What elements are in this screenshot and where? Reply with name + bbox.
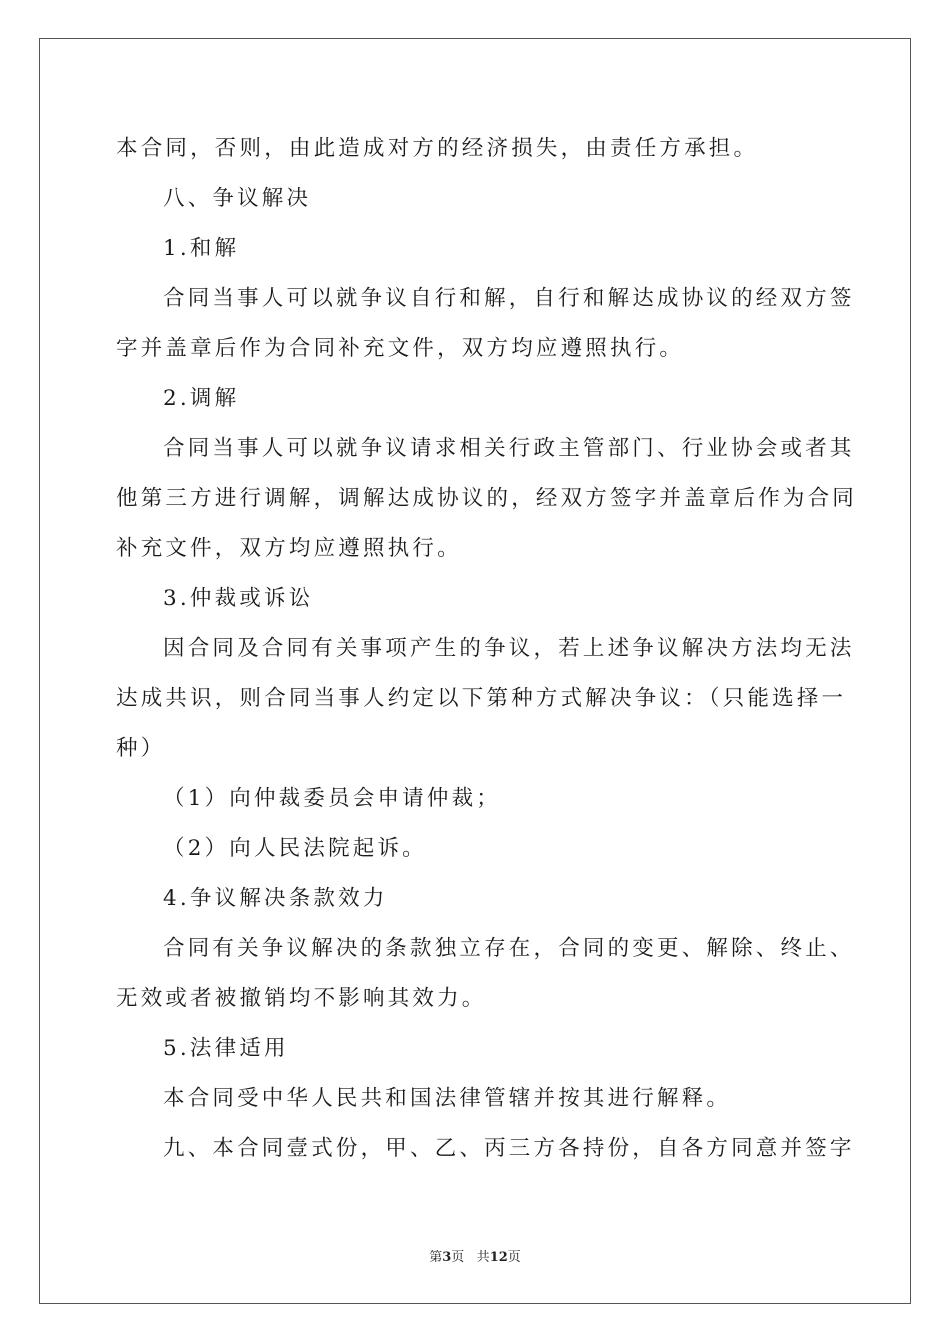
paragraph-line: 本合同受中华人民共和国法律管辖并按其进行解释。 — [163, 1086, 732, 1111]
subsection-heading: 4.争议解决条款效力 — [163, 886, 388, 911]
subsection-heading: 5.法律适用 — [163, 1036, 289, 1061]
page-border — [39, 38, 911, 1304]
subsection-heading: 1.和解 — [163, 236, 240, 261]
section-heading: 八、争议解决 — [163, 186, 312, 211]
paragraph-line: 本合同，否则，由此造成对方的经济损失，由责任方承担。 — [116, 136, 759, 161]
total-prefix: 共 — [476, 1250, 490, 1265]
page-prefix: 第 — [429, 1250, 443, 1265]
paragraph-line: 补充文件，双方均应遵照执行。 — [116, 536, 462, 561]
list-item: （1）向仲裁委员会申请仲裁； — [163, 786, 501, 811]
paragraph-line: 达成共识，则合同当事人约定以下第种方式解决争议：（只能选择一 — [116, 686, 847, 711]
paragraph-line: 字并盖章后作为合同补充文件，双方均应遵照执行。 — [116, 336, 685, 361]
page-suffix: 页 — [451, 1250, 465, 1265]
paragraph-line: 他第三方进行调解，调解达成协议的，经双方签字并盖章后作为合同 — [116, 486, 858, 511]
paragraph-line: 合同当事人可以就争议自行和解，自行和解达成协议的经双方签 — [163, 286, 855, 311]
current-page-number: 3 — [442, 1250, 452, 1265]
subsection-heading: 2.调解 — [163, 386, 240, 411]
section-heading: 九、本合同壹式份，甲、乙、丙三方各持份，自各方同意并签字 — [163, 1136, 855, 1161]
paragraph-line: 合同当事人可以就争议请求相关行政主管部门、行业协会或者其 — [163, 436, 855, 461]
list-item: （2）向人民法院起诉。 — [163, 836, 427, 861]
paragraph-line: 合同有关争议解决的条款独立存在，合同的变更、解除、终止、 — [163, 936, 855, 961]
total-suffix: 页 — [507, 1250, 521, 1265]
paragraph-line: 因合同及合同有关事项产生的争议，若上述争议解决方法均无法 — [163, 636, 855, 661]
paragraph-line: 种） — [116, 736, 166, 761]
subsection-heading: 3.仲裁或诉讼 — [163, 586, 314, 611]
page-footer — [0, 1248, 950, 1268]
paragraph-line: 无效或者被撤销均不影响其效力。 — [116, 986, 487, 1011]
total-pages-number: 12 — [489, 1250, 508, 1265]
